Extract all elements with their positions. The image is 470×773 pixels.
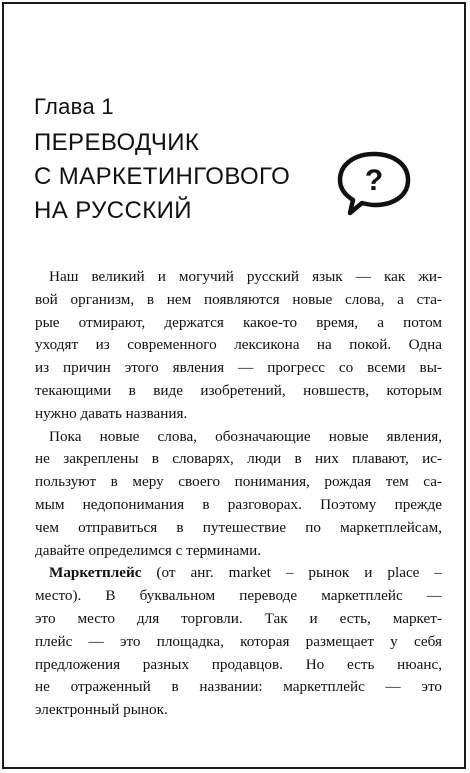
text-line: вой организм, в нем появляются новые слова, а ста-: [35, 290, 442, 308]
text-line: чем отправиться в путешествие по маркетплейсам,: [35, 518, 442, 536]
chapter-title: [34, 126, 334, 228]
text-line: Пока новые слова, обозначающие новые явления,: [49, 427, 442, 445]
svg-text:?: ?: [364, 164, 384, 197]
text-line: из причин этого явления — прогресс со всеми вы-: [35, 359, 442, 377]
text-line: не отраженный в названии: маркетплейс — это: [35, 678, 442, 696]
text-line: уходят из современного лексикона на покой. Одна: [35, 336, 442, 354]
text-line: место). В буквальном переводе маркетплейс —: [35, 587, 442, 605]
term-definition: (от анг. market – рынок и place –: [141, 564, 442, 582]
text-line: не закреплены в словарях, люди в них плавают, ис-: [35, 450, 442, 468]
term-marketplace: Маркетплейс: [49, 564, 142, 582]
chapter-label: Глава 1: [34, 94, 114, 119]
text-line: это место для торговли. Так и есть, маркет-: [35, 609, 442, 627]
body-text: [35, 266, 442, 722]
text-line: Наш великий и могучий русский язык — как жи-: [49, 268, 442, 285]
text-line: предложения разных продавцов. Но есть нюанс,: [35, 655, 442, 673]
chapter-title-line: С МАРКЕТИНГОВОГО: [34, 163, 291, 190]
text-line: электронный рынок.: [35, 701, 168, 719]
text-line: мым недопонимания в разговорах. Поэтому прежде: [35, 495, 442, 513]
text-line: пользуют в меру своего понимания, рождая тем са-: [35, 473, 442, 491]
text-line: текающими в виде изобретений, новшеств, которым: [35, 381, 442, 399]
text-line: плейс — это площадка, которая размещает у себя: [35, 632, 442, 650]
page-frame: [2, 2, 466, 769]
chapter-title-line: ПЕРЕВОДЧИК: [34, 129, 200, 156]
text-line: [35, 562, 442, 585]
chapter-title-line: НА РУССКИЙ: [34, 197, 192, 224]
question-speech-bubble-icon: [335, 150, 413, 216]
text-line: рые отмирают, держатся какое-то время, а потом: [35, 313, 442, 331]
text-line: нужно давать названия.: [35, 404, 188, 422]
text-line: давайте определимся с терминами.: [35, 541, 262, 559]
